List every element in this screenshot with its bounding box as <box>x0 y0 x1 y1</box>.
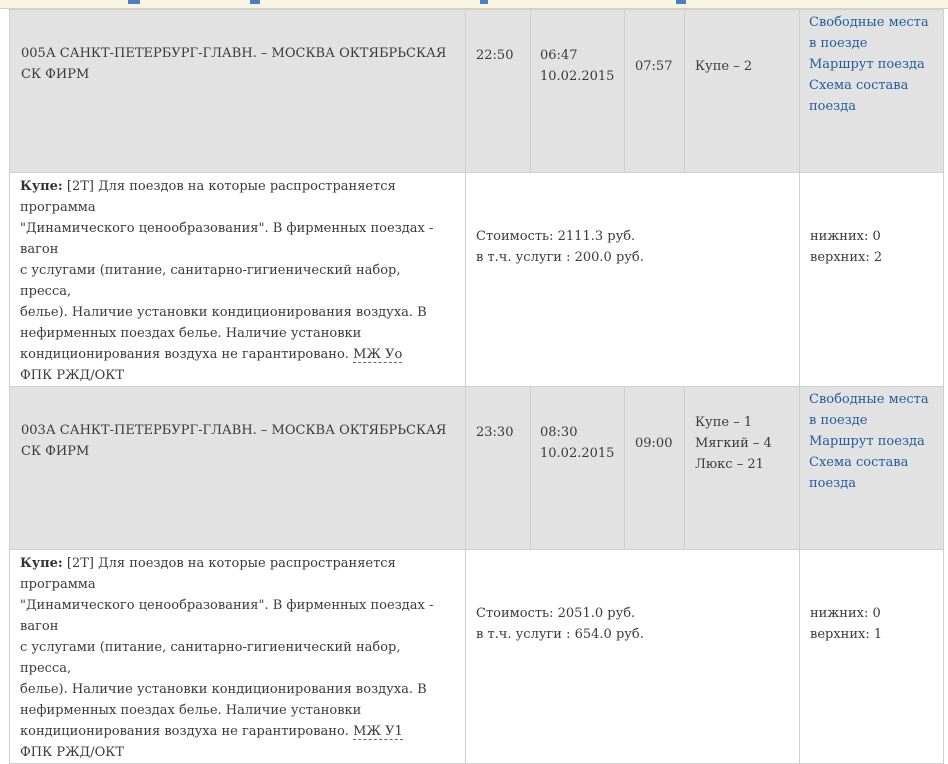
car-types-cell <box>685 10 800 173</box>
train-category: СК ФИРМ <box>21 67 90 82</box>
train-links-cell <box>800 10 944 173</box>
train-name-cell <box>10 10 466 173</box>
seats-cell <box>800 173 944 387</box>
seats-cell <box>800 550 944 764</box>
price: Стоимость: 2051.0 руб. <box>476 606 636 621</box>
service-price: в т.ч. услуги : 200.0 руб. <box>476 250 644 265</box>
travel-time: 07:57 <box>625 10 685 173</box>
train-row <box>10 10 944 173</box>
travel-time: 09:00 <box>625 387 685 550</box>
train-detail-row <box>10 550 944 764</box>
upper-seats: верхних: 2 <box>810 250 883 265</box>
note-text-line: белье). Наличие установки кондиционирования воздуха. В <box>20 305 427 320</box>
free-seats-link[interactable]: Свободные места в поезде <box>809 392 929 428</box>
car-note-cell <box>10 173 466 387</box>
car-class-code[interactable]: МЖ Уо <box>353 347 403 362</box>
lower-seats: нижних: 0 <box>810 229 881 244</box>
train-links-cell <box>800 387 944 550</box>
carrier-name: ФПК РЖД/ОКТ <box>20 368 125 383</box>
note-text-line: нефирменных поездах белье. Наличие установки <box>20 326 362 341</box>
note-text-line: [2Т] Для поездов на которые распространяется программа <box>20 556 396 592</box>
train-row <box>10 387 944 550</box>
arrival-time: 06:47 <box>540 48 578 63</box>
carrier-name: ФПК РЖД/ОКТ <box>20 745 125 760</box>
note-text-line: белье). Наличие установки кондиционирования воздуха. В <box>20 682 427 697</box>
note-label: Купе: <box>20 179 63 194</box>
car-class-code[interactable]: МЖ У1 <box>353 724 403 739</box>
note-label: Купе: <box>20 556 63 571</box>
car-note-cell <box>10 550 466 764</box>
note-text-line: кондиционирования воздуха не гарантировано. <box>20 724 349 739</box>
train-route: 003А САНКТ-ПЕТЕРБУРГ-ГЛАВН. – МОСКВА ОКТЯБРЬСКАЯ <box>21 423 447 438</box>
car-type: Мягкий – 4 <box>695 436 772 451</box>
note-text-line: с услугами (питание, санитарно-гигиенический набор, пресса, <box>20 263 401 299</box>
note-text-line: [2Т] Для поездов на которые распространяется программа <box>20 179 396 215</box>
arrival-time: 08:30 <box>540 425 578 440</box>
price-cell <box>466 550 800 764</box>
note-text-line: "Динамического ценообразования". В фирменных поездах - вагон <box>20 221 434 257</box>
upper-seats: верхних: 1 <box>810 627 883 642</box>
car-type: Люкс – 21 <box>695 457 764 472</box>
price: Стоимость: 2111.3 руб. <box>476 229 636 244</box>
note-text-line: кондиционирования воздуха не гарантировано. <box>20 347 349 362</box>
arrival-date: 10.02.2015 <box>540 446 615 461</box>
arrival-cell <box>531 387 625 550</box>
train-category: СК ФИРМ <box>21 444 90 459</box>
car-types-cell <box>685 387 800 550</box>
train-scheme-link[interactable]: Схема состава поезда <box>809 78 909 114</box>
route-link[interactable]: Маршрут поезда <box>809 57 925 72</box>
route-link[interactable]: Маршрут поезда <box>809 434 925 449</box>
car-type: Купе – 2 <box>695 59 753 74</box>
note-text-line: нефирменных поездах белье. Наличие установки <box>20 703 362 718</box>
free-seats-link[interactable]: Свободные места в поезде <box>809 15 929 51</box>
departure-time: 22:50 <box>466 10 531 173</box>
price-cell <box>466 173 800 387</box>
train-scheme-link[interactable]: Схема состава поезда <box>809 455 909 491</box>
note-text-line: "Динамического ценообразования". В фирменных поездах - вагон <box>20 598 434 634</box>
train-results-table <box>9 9 944 764</box>
arrival-date: 10.02.2015 <box>540 69 615 84</box>
service-price: в т.ч. услуги : 654.0 руб. <box>476 627 644 642</box>
top-toolbar-strip <box>0 0 948 9</box>
note-text-line: с услугами (питание, санитарно-гигиенический набор, пресса, <box>20 640 401 676</box>
train-name-cell <box>10 387 466 550</box>
train-route: 005А САНКТ-ПЕТЕРБУРГ-ГЛАВН. – МОСКВА ОКТЯБРЬСКАЯ <box>21 46 447 61</box>
departure-time: 23:30 <box>466 387 531 550</box>
train-detail-row <box>10 173 944 387</box>
arrival-cell <box>531 10 625 173</box>
lower-seats: нижних: 0 <box>810 606 881 621</box>
car-type: Купе – 1 <box>695 415 753 430</box>
